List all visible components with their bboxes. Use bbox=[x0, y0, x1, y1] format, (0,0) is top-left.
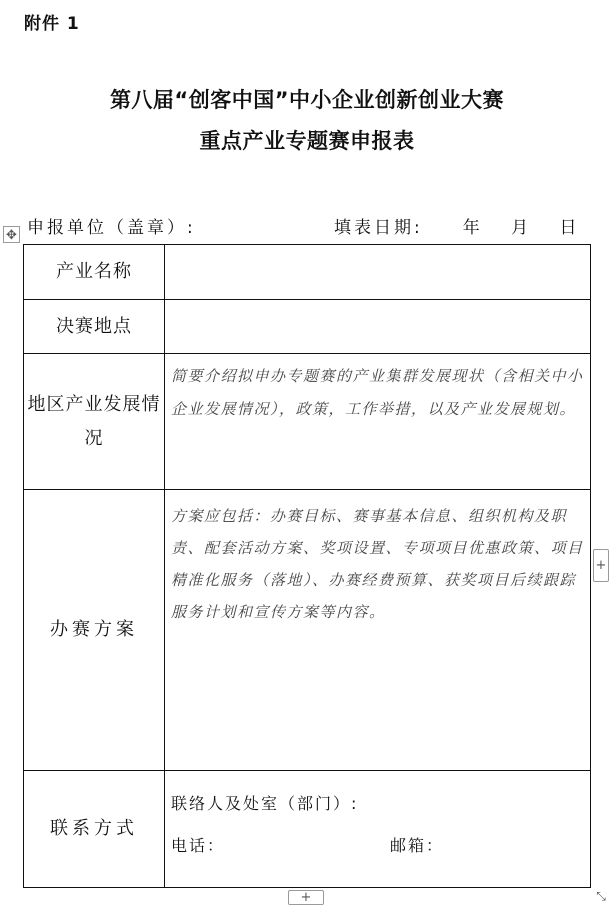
competition-plan-cell[interactable] bbox=[165, 490, 591, 771]
add-row-button[interactable] bbox=[288, 890, 324, 905]
regional-industry-label: 地区产业发展情况 bbox=[24, 354, 165, 490]
email-label: 邮箱： bbox=[390, 836, 445, 855]
contact-info-cell[interactable] bbox=[165, 771, 591, 888]
fill-date-label: 填表日期: 年 月 日 bbox=[334, 218, 580, 238]
final-venue-label: 决赛地点 bbox=[24, 300, 165, 354]
form-title-line-2: 重点产业专题赛申报表 bbox=[199, 129, 415, 153]
table-row bbox=[24, 490, 591, 771]
regional-industry-hint: 简要介绍拟申办专题赛的产业集群发展现状（含相关中小企业发展情况），政策，工作举措，以及产业发展规划。 bbox=[171, 367, 584, 418]
final-venue-cell[interactable] bbox=[165, 300, 591, 354]
industry-name-cell[interactable] bbox=[165, 245, 591, 300]
contact-person-label: 联络人及处室（部门）: bbox=[171, 794, 359, 813]
attachment-label: 附件 1 bbox=[24, 14, 80, 34]
plus-icon: + bbox=[300, 890, 312, 905]
add-column-button[interactable] bbox=[593, 549, 609, 582]
table-row bbox=[24, 300, 591, 354]
table-move-handle[interactable] bbox=[3, 226, 20, 243]
move-icon: ✥ bbox=[6, 228, 17, 243]
plus-icon: + bbox=[595, 558, 607, 573]
table-row bbox=[24, 354, 591, 490]
application-form-table bbox=[23, 244, 591, 888]
industry-name-label: 产业名称 bbox=[24, 245, 165, 300]
table-resize-handle[interactable] bbox=[594, 889, 608, 903]
competition-plan-label: 办赛方案 bbox=[24, 490, 165, 771]
competition-plan-hint: 方案应包括：办赛目标、赛事基本信息、组织机构及职责、配套活动方案、奖项设置、专项项目优惠政策、项目精准化服务（落地）、办赛经费预算、获奖项目后续跟踪服务计划和宣传方案等内容。 bbox=[171, 507, 584, 621]
contact-info-label: 联系方式 bbox=[24, 771, 165, 888]
table-row bbox=[24, 771, 591, 888]
resize-icon: ⤡ bbox=[596, 889, 606, 903]
applicant-label: 申报单位（盖章）: bbox=[27, 218, 196, 238]
form-title-line-1: 第八届“创客中国”中小企业创新创业大赛 bbox=[109, 88, 505, 112]
regional-industry-cell[interactable] bbox=[165, 354, 591, 490]
table-row bbox=[24, 245, 591, 300]
phone-label: 电话： bbox=[171, 836, 226, 855]
